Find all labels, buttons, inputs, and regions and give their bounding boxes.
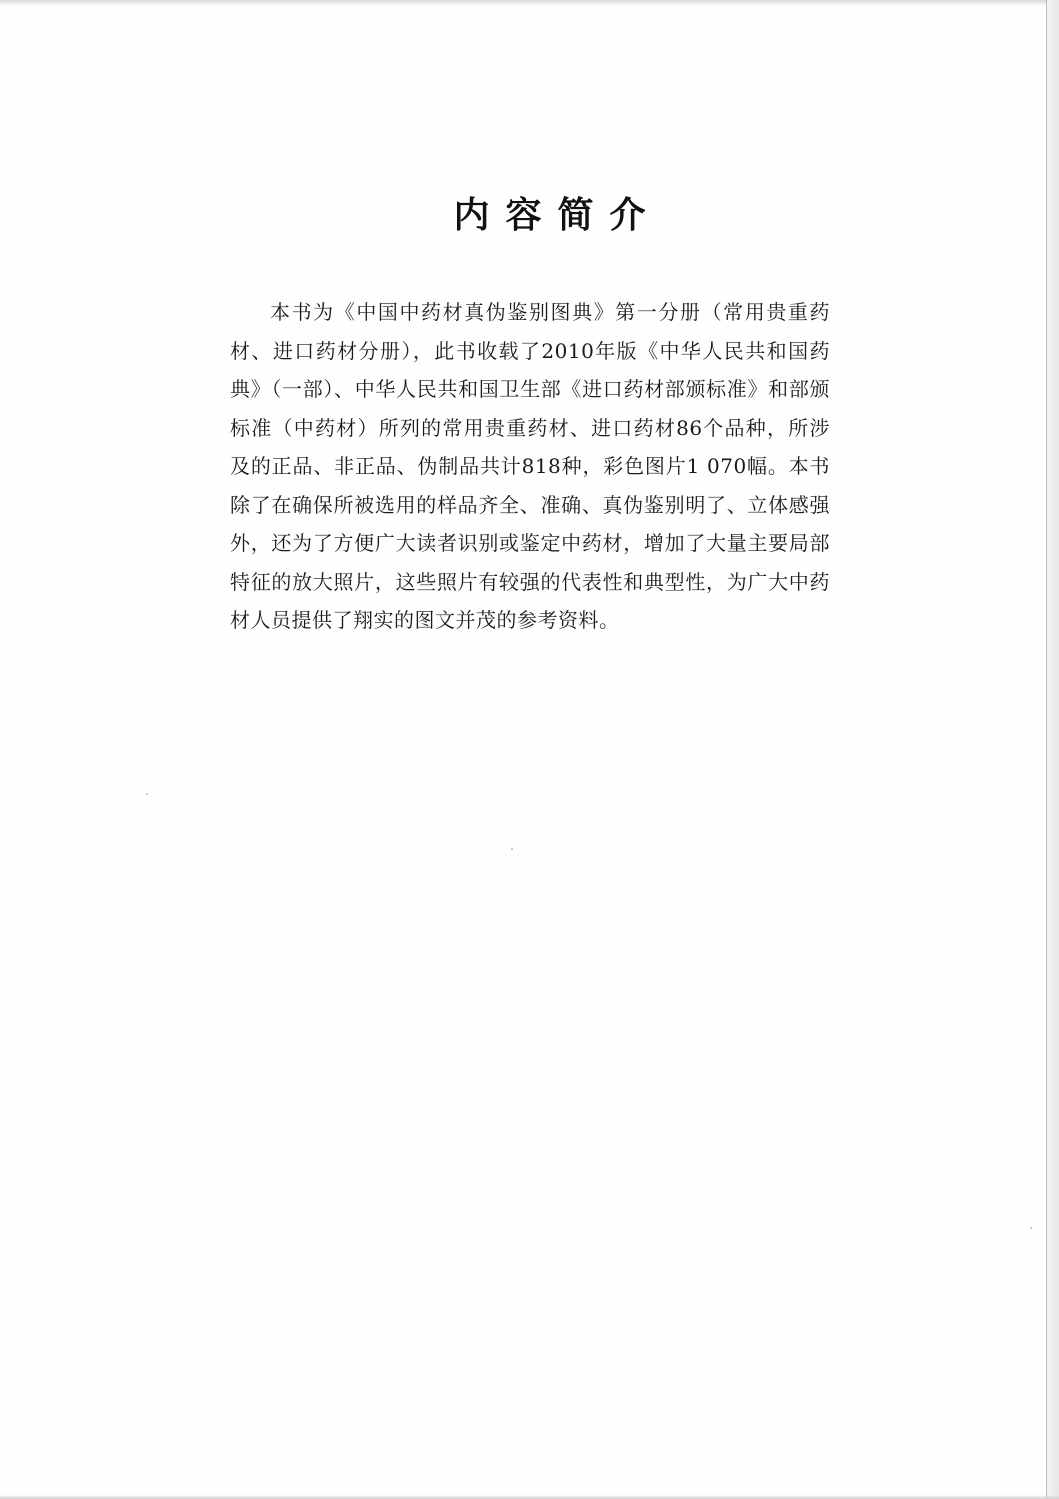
scan-speck (511, 848, 513, 850)
scan-edge-top (0, 0, 1059, 6)
summary-paragraph: 本书为《中国中药材真伪鉴别图典》第一分册（常用贵重药材、进口药材分册），此书收载了2010年版《中华人民共和国药典》（一部）、中华人民共和国卫生部《进口药材部颁标准》和部颁标准（中药材）所列的常用贵重药材、进口药材86个品种，所涉及的正品、非正品、伪制品共计818种，彩色图片1 070幅。本书除了在确保所被选用的样品齐全、准确、真伪鉴别明了、立体感强外，还为了方便广大读者识别或鉴定中药材，增加了大量主要局部特征的放大照片，这些照片有较强的代表性和典型性，为广大中药材人员提供了翔实的图文并茂的参考资料。 (230, 300, 830, 632)
scan-speck (1030, 1227, 1032, 1229)
scan-speck (146, 793, 148, 795)
scan-edge-bottom (0, 1495, 1059, 1499)
page-title: 内容简介 (453, 195, 662, 236)
